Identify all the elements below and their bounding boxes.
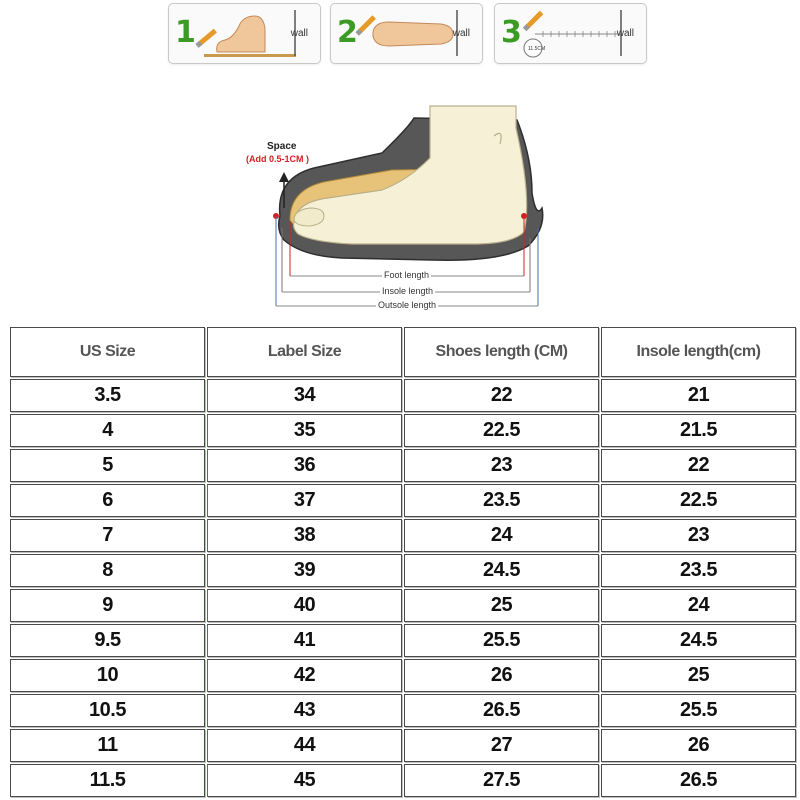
shoes-length-cell: 27.5 (404, 764, 599, 797)
insole-length-cell: 26.5 (601, 764, 796, 797)
us-size-cell: 9.5 (10, 624, 205, 657)
shoes-length-cell: 25 (404, 589, 599, 622)
header-shoes-length: Shoes length (CM) (404, 327, 599, 377)
header-insole-length: Insole length(cm) (601, 327, 796, 377)
table-row (10, 519, 796, 552)
label-size-cell: 45 (207, 764, 402, 797)
table-row (10, 764, 796, 797)
wall-label: wall (290, 28, 308, 39)
label-size-cell: 40 (207, 589, 402, 622)
label-size-cell: 41 (207, 624, 402, 657)
us-size-cell: 8 (10, 554, 205, 587)
table-row (10, 554, 796, 587)
shoes-length-cell: 27 (404, 729, 599, 762)
table-header-row (10, 327, 796, 377)
insole-length-label: Insole length (382, 286, 434, 296)
shoes-length-cell: 26 (404, 659, 599, 692)
step-3-panel (494, 3, 647, 64)
insole-length-cell: 22 (601, 449, 796, 482)
label-size-cell: 35 (207, 414, 402, 447)
label-size-cell: 36 (207, 449, 402, 482)
label-size-cell: 42 (207, 659, 402, 692)
table-row (10, 729, 796, 762)
us-size-cell: 11 (10, 729, 205, 762)
insole-length-cell: 21 (601, 379, 796, 412)
step-number: 2 (337, 15, 358, 50)
us-size-cell: 3.5 (10, 379, 205, 412)
outsole-length-label: Outsole length (378, 300, 437, 310)
step-number: 1 (175, 15, 196, 50)
label-size-cell: 38 (207, 519, 402, 552)
label-size-cell: 44 (207, 729, 402, 762)
table-row (10, 694, 796, 727)
insole-length-cell: 22.5 (601, 484, 796, 517)
table-row (10, 449, 796, 482)
label-size-cell: 39 (207, 554, 402, 587)
us-size-cell: 11.5 (10, 764, 205, 797)
step-2-panel (330, 3, 483, 64)
space-note: (Add 0.5-1CM ) (246, 154, 309, 164)
wall-label: wall (452, 28, 470, 39)
shoes-length-cell: 23.5 (404, 484, 599, 517)
shoes-length-cell: 24.5 (404, 554, 599, 587)
header-label-size: Label Size (207, 327, 402, 377)
wall-label: wall (616, 28, 634, 39)
us-size-cell: 6 (10, 484, 205, 517)
ruler-reading: 11.5CM (528, 46, 546, 52)
size-chart-table (8, 325, 798, 799)
header-us-size: US Size (10, 327, 205, 377)
shoes-length-cell: 22.5 (404, 414, 599, 447)
table-row (10, 414, 796, 447)
insole-length-cell: 25.5 (601, 694, 796, 727)
insole-length-cell: 24 (601, 589, 796, 622)
shoes-length-cell: 24 (404, 519, 599, 552)
insole-length-cell: 23 (601, 519, 796, 552)
shoes-length-cell: 25.5 (404, 624, 599, 657)
step-number: 3 (501, 15, 522, 50)
table-row (10, 624, 796, 657)
table-row (10, 484, 796, 517)
table-row (10, 379, 796, 412)
measuring-steps (168, 3, 646, 64)
table-row (10, 589, 796, 622)
shoes-length-cell: 23 (404, 449, 599, 482)
us-size-cell: 10.5 (10, 694, 205, 727)
step-1-panel (168, 3, 321, 64)
insole-length-cell: 24.5 (601, 624, 796, 657)
table-row (10, 659, 796, 692)
insole-length-cell: 23.5 (601, 554, 796, 587)
label-size-cell: 37 (207, 484, 402, 517)
foot-length-label: Foot length (384, 270, 430, 280)
insole-length-cell: 21.5 (601, 414, 796, 447)
label-size-cell: 34 (207, 379, 402, 412)
shoes-length-cell: 26.5 (404, 694, 599, 727)
us-size-cell: 7 (10, 519, 205, 552)
us-size-cell: 10 (10, 659, 205, 692)
shoe-length-diagram (232, 98, 568, 320)
label-size-cell: 43 (207, 694, 402, 727)
insole-length-cell: 26 (601, 729, 796, 762)
us-size-cell: 9 (10, 589, 205, 622)
insole-length-cell: 25 (601, 659, 796, 692)
shoes-length-cell: 22 (404, 379, 599, 412)
table-body (10, 379, 796, 797)
us-size-cell: 4 (10, 414, 205, 447)
us-size-cell: 5 (10, 449, 205, 482)
space-label: Space (267, 141, 297, 152)
